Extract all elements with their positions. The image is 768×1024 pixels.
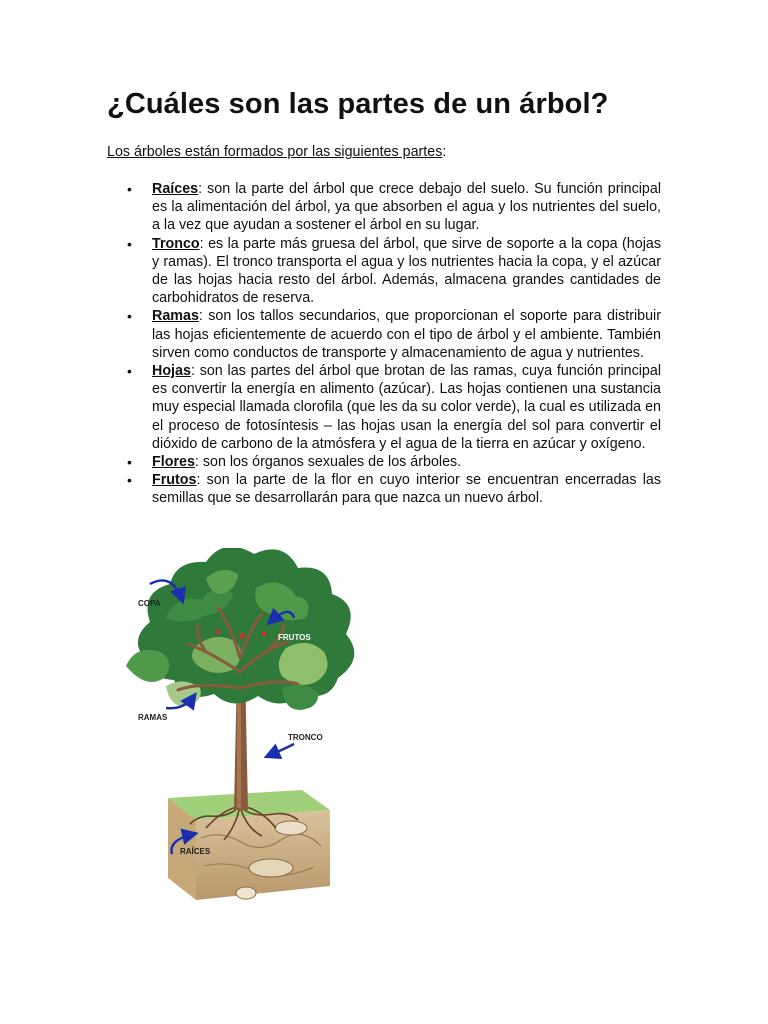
intro-text: Los árboles están formados por las siguientes partes	[107, 144, 443, 160]
list-item-flores	[107, 453, 661, 471]
term-tronco: Tronco	[152, 235, 200, 252]
tree-illustration	[106, 548, 370, 912]
term-frutos: Frutos	[152, 472, 197, 489]
list-item-tronco	[107, 235, 661, 308]
desc-tronco: : es la parte más gruesa del árbol, que sirve de soporte a la copa (hojas y ramas). El tronco transporta el agua y los nutrientes hacia la copa, y el azúcar de las hojas hacia resto del árbol. Además, almacena grandes cantidades de carbohidratos de reserva.	[152, 235, 661, 307]
soil-block	[168, 790, 330, 900]
list-item-hojas	[107, 362, 661, 453]
list-item-frutos	[107, 471, 661, 507]
desc-frutos: : son la parte de la flor en cuyo interior se encuentran encerradas las semillas que se desarrollarán para que nazca un nuevo árbol.	[152, 472, 661, 507]
desc-hojas: : son las partes del árbol que brotan de las ramas, cuya función principal es convertir la energía en alimento (azúcar). Las hojas contienen una sustancia muy especial llamada clorofila (que les da su color verde), la cual es utilizada en el proceso de fotosíntesis – las hojas usan la energía del sol para convertir el dióxido de carbono de la atmósfera y el agua de la tierra en azúcar y oxígeno.	[152, 363, 661, 452]
term-ramas: Ramas	[152, 308, 199, 325]
parts-list	[107, 180, 661, 508]
list-item-ramas	[107, 307, 661, 362]
label-ramas: RAMAS	[138, 713, 168, 722]
term-raices: Raíces	[152, 181, 199, 197]
intro-colon: :	[442, 144, 447, 160]
list-item-raices	[107, 180, 661, 235]
desc-flores: : son los órganos sexuales de los árboles.	[194, 454, 462, 471]
label-frutos: FRUTOS	[278, 633, 311, 642]
intro-line	[107, 144, 446, 160]
desc-ramas: : son los tallos secundarios, que proporcionan el soporte para distribuir las hojas eficientemente de acuerdo con el tipo de árbol y el ambiente. También sirven como conductos de transporte y almacenamiento de agua y nutrientes.	[152, 308, 661, 361]
label-raices: RAÍCES	[180, 847, 211, 856]
page-title: ¿Cuáles son las partes de un árbol?	[107, 88, 609, 120]
term-flores: Flores	[152, 454, 195, 471]
tree-diagram	[106, 548, 370, 912]
label-copa: COPA	[138, 599, 161, 608]
label-tronco: TRONCO	[288, 733, 323, 742]
desc-raices: : son la parte del árbol que crece debajo del suelo. Su función principal es la alimentación del árbol, ya que absorben el agua y los nutrientes del suelo, a la vez que ayudan a sostener el árbol en su lugar.	[152, 181, 661, 234]
term-hojas: Hojas	[152, 363, 191, 380]
